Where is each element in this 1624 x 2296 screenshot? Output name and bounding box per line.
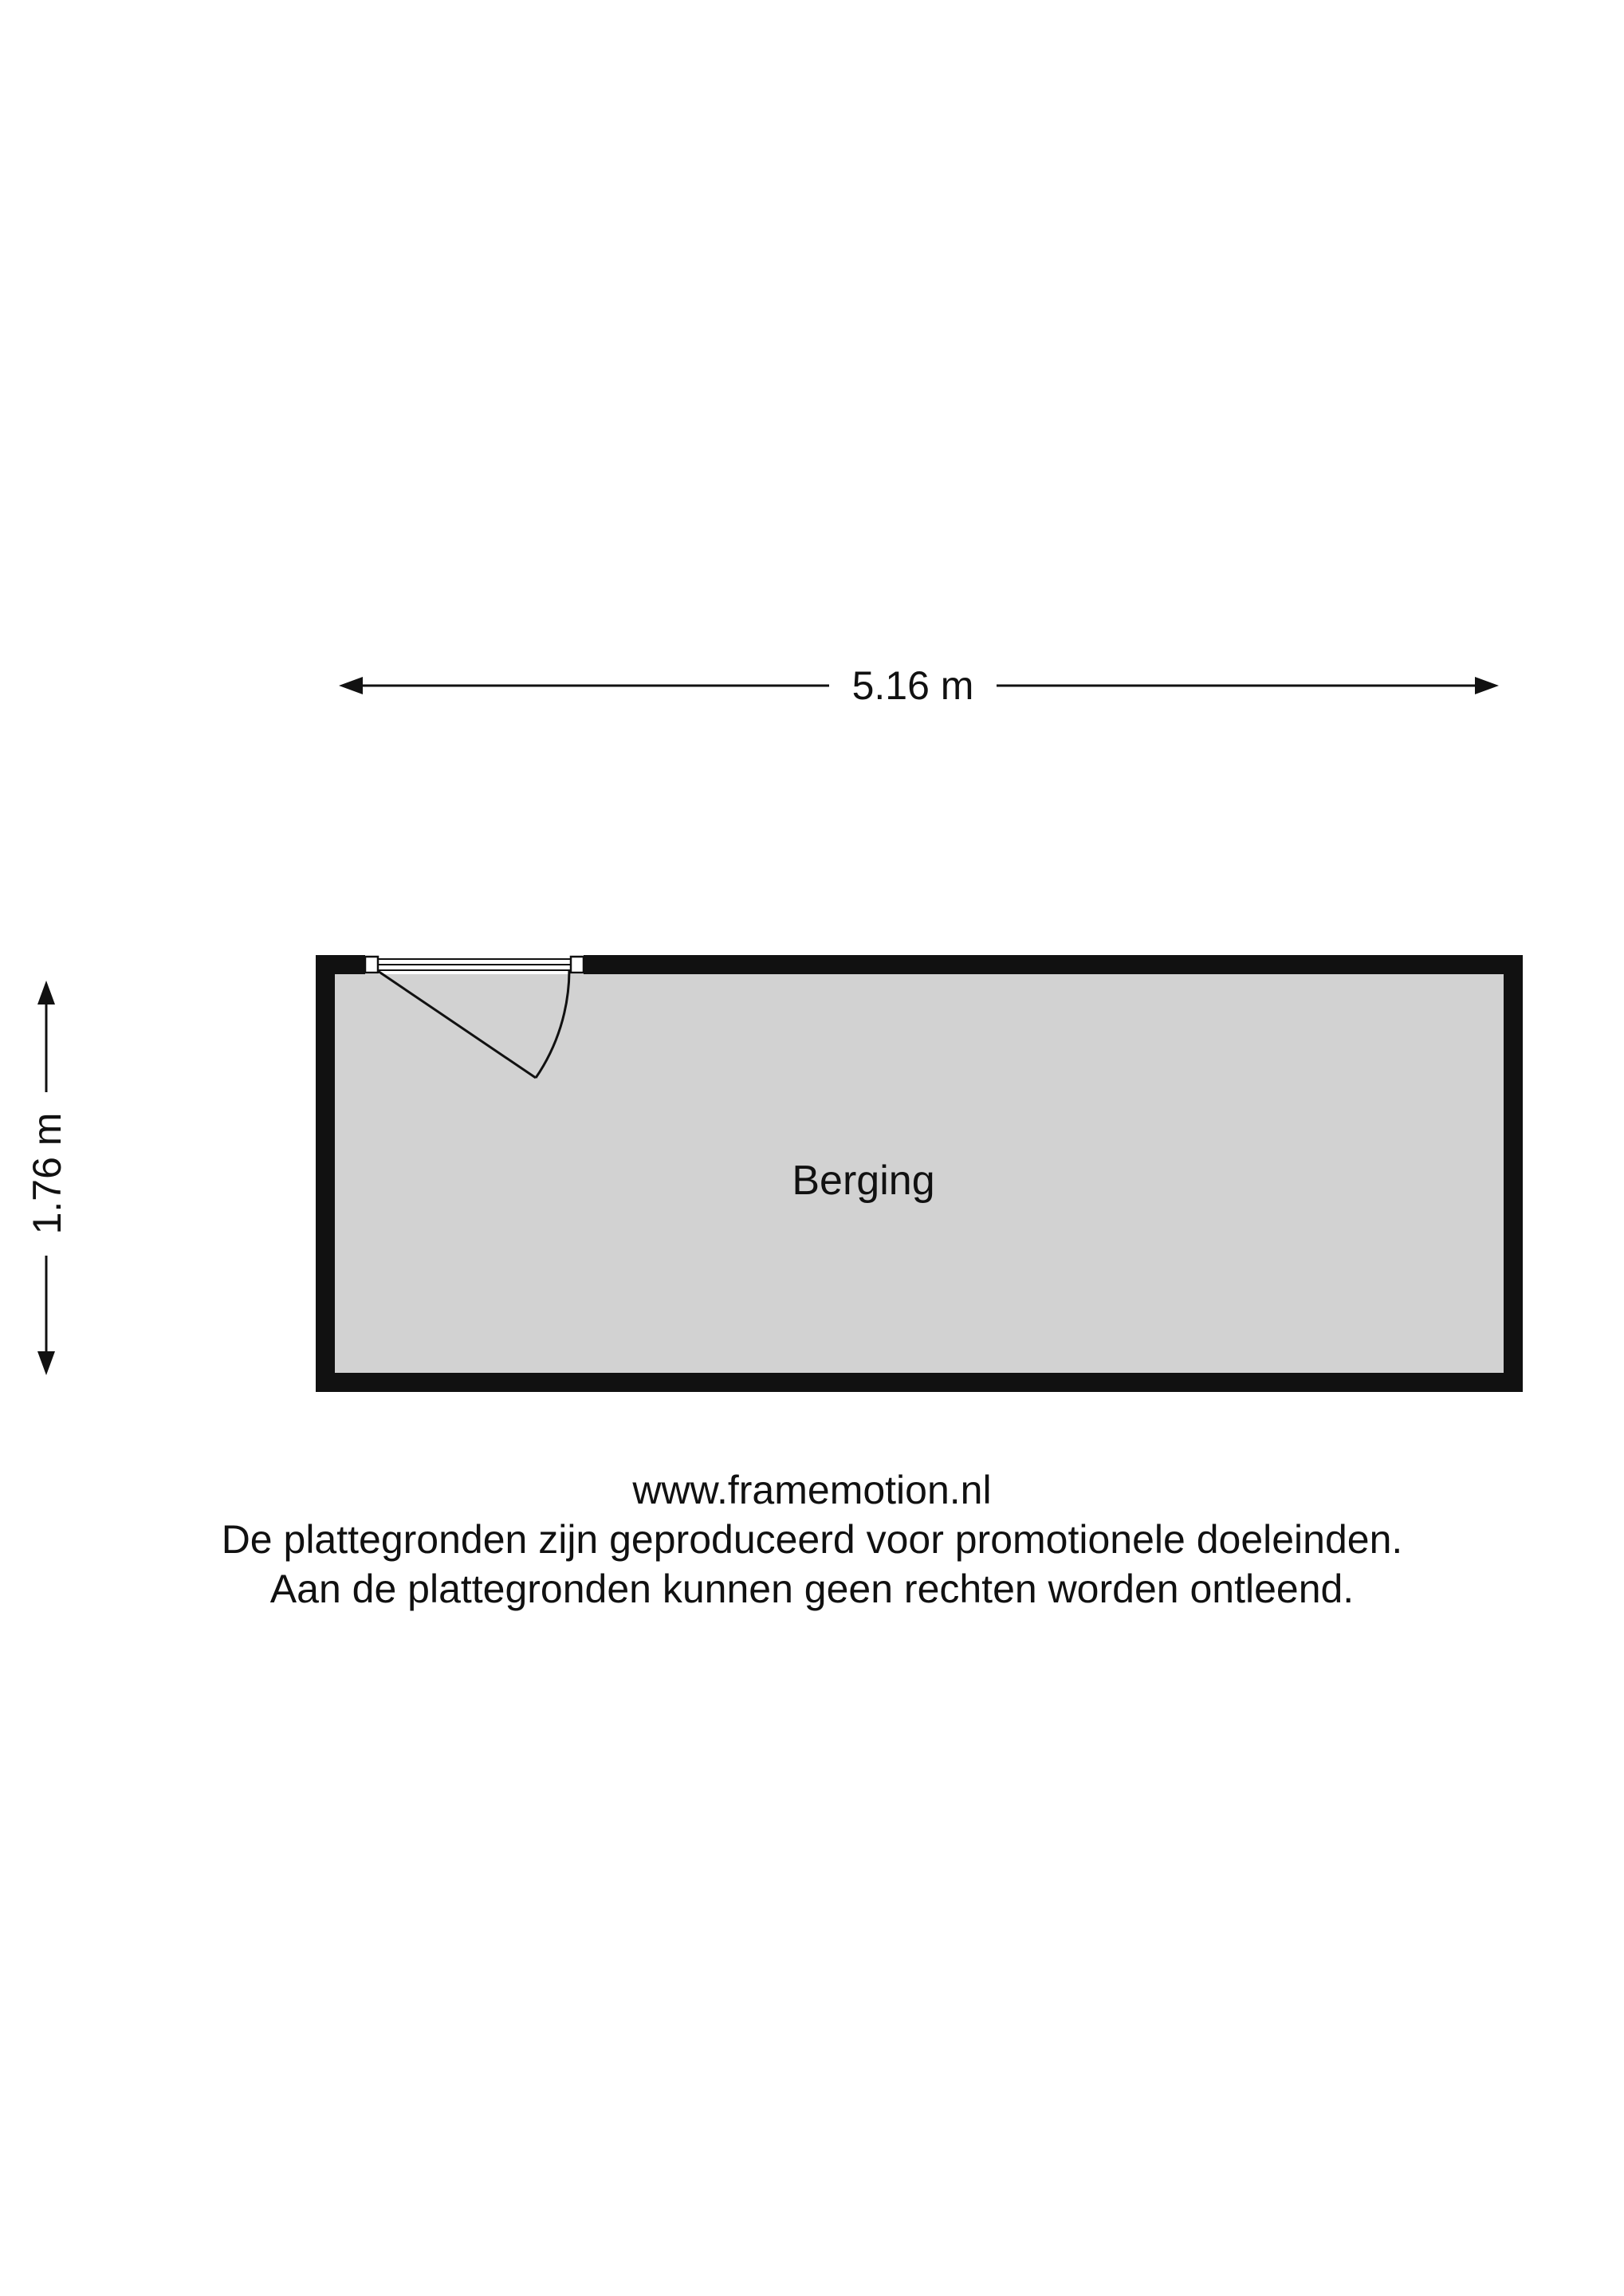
door-opening <box>365 957 584 973</box>
footer-website: www.framemotion.nl <box>632 1468 992 1512</box>
height-dimension-label: 1.76 m <box>25 1112 69 1235</box>
door-jamb-left <box>365 957 378 973</box>
room-label: Berging <box>792 1158 935 1204</box>
width-arrow-right-icon <box>1475 677 1499 694</box>
height-dimension <box>25 981 69 1375</box>
wall-left <box>316 955 335 1392</box>
footer-line-1: De plattegronden zijn geproduceerd voor promotionele doeleinden. <box>221 1517 1403 1562</box>
width-arrow-left-icon <box>339 677 363 694</box>
wall-top-right <box>584 955 1523 974</box>
door-jamb-right <box>571 957 584 973</box>
wall-bottom <box>316 1373 1523 1392</box>
footer-disclaimer <box>0 1465 1624 1614</box>
width-dimension <box>339 663 1499 708</box>
wall-right <box>1504 955 1523 1392</box>
width-dimension-label: 5.16 m <box>851 663 974 708</box>
footer-line-2: Aan de plattegronden kunnen geen rechten worden ontleend. <box>269 1567 1355 1611</box>
height-arrow-bottom-icon <box>37 1351 55 1375</box>
height-arrow-top-icon <box>37 981 55 1005</box>
